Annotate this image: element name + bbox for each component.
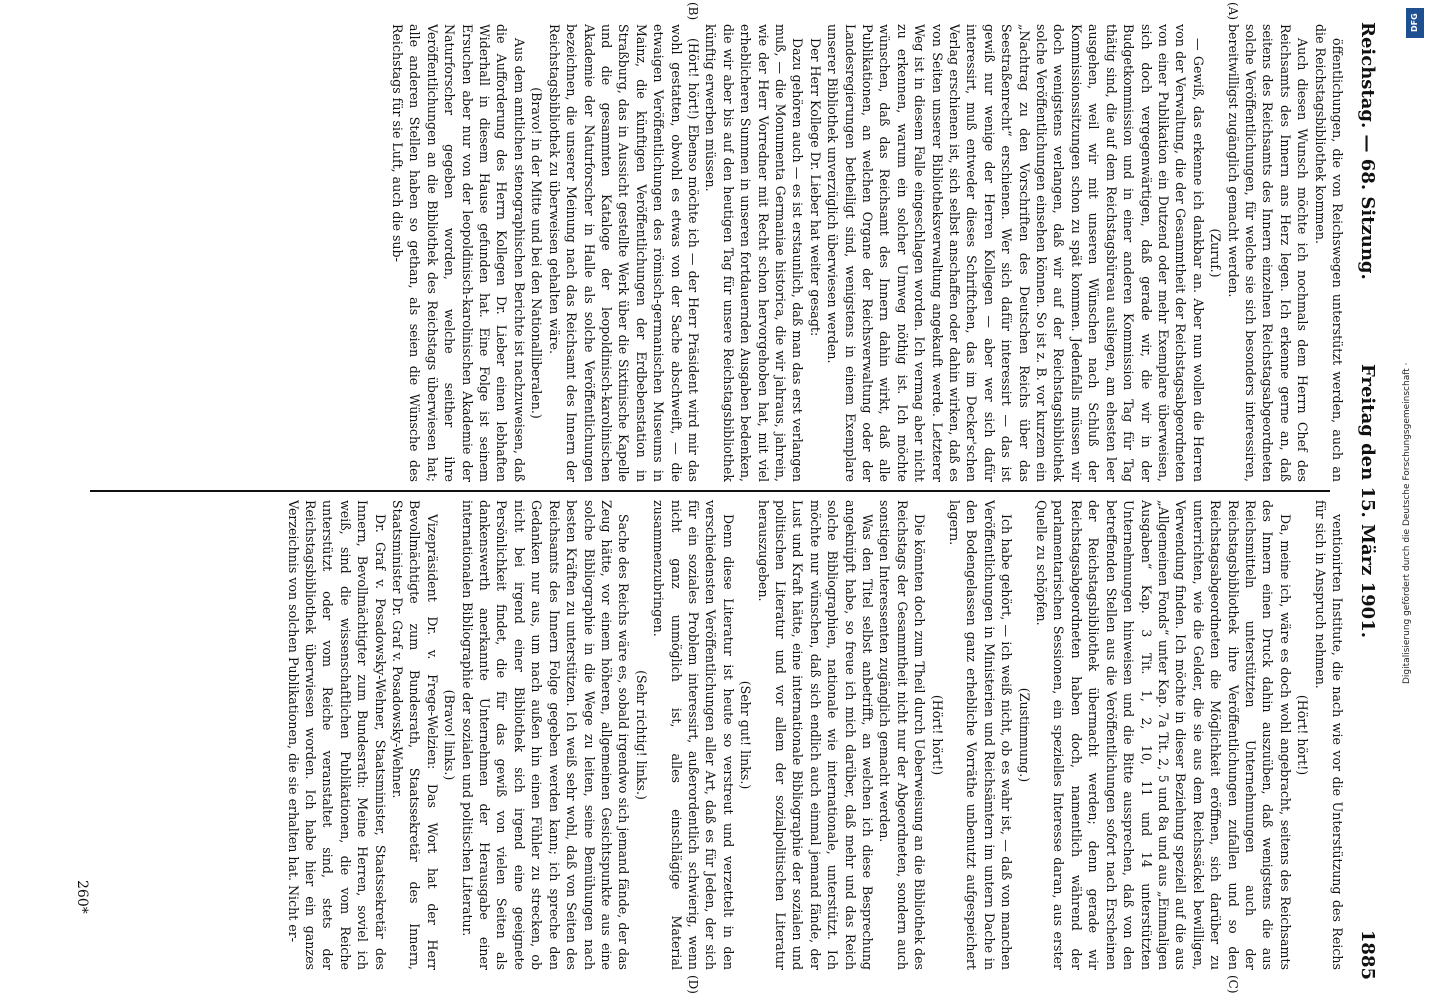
digitization-note: Digitalisierung gefördert durch die Deutsche Forschungsgemeinschaft · — [1402, 362, 1412, 684]
paragraph: Auch diesen Wunsch möchte ich nochmals dem Herrn Chef des Reichsamts des Innern ans Herz legen. Ich erkenne gerne an, daß seitens des Reichsamts des Innern einzelnen Reichstagsabgeordneten solche Veröffentlichungen, für welche sie sich besonders interessiren, bereitwilligst zugänglich gemacht werden. — [1225, 24, 1311, 482]
paragraph: Ich habe gehört, — ich weiß nicht, ob es wahr ist, — daß von manchen Veröffentlichungen in Ministerien und Reichsämtern im untern Dache in den Bodengelassen ganz erhebliche Vorräthe unbenutzt aufgespeichert lagern. — [947, 500, 1015, 970]
paragraph: Da, meine ich, wäre es doch wohl angebracht, seitens des Reichsamts des Innern einen Druck dahin auszuüben, daß wenigstens die aus Reichsmitteln unterstützten Unternehmungen auch der Reichstagsbibliothek ihre Veröffentlichungen zufallen und so den Reichstagsabgeordneten die Möglichkeit eröffnen, sich darüber zu unterrichten, wie die Gelder, die sie aus dem Reichssäckel bewilligen, Verwendung finden. Ich möchte in dieser Beziehung speziell auf die aus „Allgemeinen Fonds“ unter Kap. 7a Tit. 2, 5 und 8a und aus „Einmaligen Ausgaben“ Kap. 3 Tit. 1, 2, 10, 11 und 14 unterstützten Unternehmungen hinweisen und die Bitte aussprechen, daß von den betreffenden Stellen aus die Veröffentlichungen sofort nach Erscheinen der Reichstagsbibliothek übermacht werden; denn gerade wir Reichstagsabgeordneten haben doch, namentlich während der parlamentarischen Sessionen, ein spezielles Interesse daran, aus erster Quelle zu schöpfen. — [1034, 500, 1293, 970]
header-date: Freitag den 15. März 1901. — [1357, 364, 1378, 638]
paragraph: Der Herr Kollege Dr. Lieber hat weiter gesagt: — [807, 38, 823, 337]
interjection: (Zuruf.) — [1208, 228, 1224, 278]
left-column — [76, 24, 1346, 482]
paragraph: (Hört! hört!) Ebenso möchte ich — der Herr Präsident wird mir das wohl gestatten, obwohl es etwas von der Sache abschweift, — die etwaigen Veröffentlichungen des römisch-germanischen Museums in Mainz, die künftigen Veröffentlichungen der Erdbebenstation in Straßburg, das in Aussicht gestellte Werk über die Sixtinische Kapelle und die gesammten Kataloge der leopoldinisch-karolinischen Akademie der Naturforscher in Halle als solche Veröffentlichungen bezeichnen, die unserer Meinung nach das Reichsamt des Innern der Reichstagsbibliothek zu überweisen gehalten wäre. — [546, 24, 701, 482]
page-header — [1350, 22, 1382, 980]
column-divider — [90, 490, 1330, 492]
margin-mark-c: (C) — [1226, 975, 1240, 994]
speaker-paragraph: Vizepräsident Dr. v. Frege-Welzien: Das Wort hat der Herr Bevollmächtigte zum Bundesrath, Staatssekretär des Innern, Staatsminister Dr. Graf v. Posadowsky-Wehner. — [390, 500, 440, 970]
paragraph: Die könnten doch zum Theil durch Ueberweisung an die Bibliothek des Reichstags der Gesammtheit nicht nur der Abgeordneten, sondern auch sonstigen Interessenten zugänglich gemacht werden. — [877, 500, 928, 970]
speaker-paragraph: Dr. Graf v. Posadowsky-Wehner, Staatsminister, Staatssekretär des Innern, Bevollmächtigter zum Bundesrath: Meine Herren, soviel ich weiß, sind die wissenschaftlichen Publikationen, die vom Reiche unterstützt oder vom Reiche veranstaltet sind, stets der Reichstagsbibliothek überwiesen worden. Ich habe hier ein ganzes Verzeichnis von solchen Publikationen, die sie erhalten hat. Nicht er- — [285, 500, 388, 970]
right-column — [76, 500, 1346, 970]
interjection: (Hört! hört!) — [1295, 694, 1311, 776]
paragraph: Aus dem amtlichen stenographischen Berichte ist nachzuweisen, daß die Aufforderung des Herrn Kollegen Dr. Lieber einen lebhaften Widerhall in diesem Hause gefunden hat. Eine Folge ist seinem Ersuchen aber nur von der leopoldinisch-karolinischen Akademie der Naturforscher gegeben worden, welche seither ihre Veröffentlichungen an die Bibliothek des Reichstags überwiesen hat; alle anderen Stellen haben so gethan, als seien die Wünsche des Reichstags für sie Luft, auch die sub- — [390, 24, 527, 482]
margin-mark-a: (A) — [1226, 2, 1240, 21]
paragraph: Sache des Reichs wäre es, sobald irgendwo sich jemand fände, der das Zeug hätte, vor einem höheren, allgemeinen Gesichtspunkte aus eine solche Bibliographie in die Wege zu leiten, seine Bemühungen nach besten Kräften zu unterstützen. Ich weiß sehr wohl, daß von Seiten des Reichsamts des Innern Folge gegeben werden kann; ich spreche den Gedanken nur aus, um nach außen hin einen Fühler zu strecken, ob nicht bei irgend einer Bibliothek sich irgend eine geeignete Persönlichkeit findet, die für das gewiß von vielen Seiten als dankenswerth anerkannte Unternehmen der Herausgabe einer internationalen Bibliographie der sozialen und politischen Literatur. — [459, 500, 632, 970]
paragraph: öffentlichungen, die von Reichswegen unterstützt werden, auch an die Reichstagsbibliothek kommen. — [1312, 24, 1345, 482]
interjection: (Sehr richtig! links.) — [633, 670, 649, 800]
page-mark: 260* — [74, 880, 90, 914]
paragraph: Was den Titel selbst anbetrifft, an welchen ich diese Besprechung angeknüpft habe, so freue ich mich darüber, daß mehr und das Reich solche Bibliographien, nationale wie internationale, unterstützt. Ich möchte nur wünschen, daß sich endlich auch einmal jemand fände, der Lust und Kraft hätte, eine internationale Bibliographie der sozialen und politischen Literatur und vor allem der sozialpolitischen Literatur herauszugeben. — [755, 500, 876, 970]
digitization-sidebar — [1398, 0, 1434, 1000]
paragraph: Denn diese Literatur ist heute so verstreut und verzettelt in den verschiedensten Veröffentlichungen aller Art, daß es für Jeden, der sich für ein soziales Problem interessirt, außerordentlich schwierig, wenn nicht ganz unmöglich ist, alles einschlägige Material zusammenzubringen. — [651, 500, 736, 970]
paragraph: — Gewiß, das erkenne ich dankbar an. Aber nun wollen die Herren von der Verwaltung, die der Gesammtheit der Reichstagsabgeordneten von einer Publikation ein Dutzend oder mehr Exemplare überweisen, sich doch vergegenwärtigen, daß gerade wir, die wir in der Budgetkommission und in einer anderen Kommission Tag für Tag thätig sind, die auf dem Reichstagsbüreau ausliegen, am ehesten leer ausgehen, weil wir mit unseren Wünschen nach Schluß der Kommissionssitzungen schon zu spät kommen. Jedenfalls müssen wir doch wenigstens verlangen, daß wir auf der Reichstagsbibliothek solche Veröffentlichungen einsehen können. So ist z. B. vor kurzem ein „Nachtrag zu den Vorschriften des Deutschen Reichs über das Seestraßenrecht“ erschienen. Wer sich dafür interessirt — das ist gewiß nur wenige der Herren Kollegen — aber wer sich dafür interessirt, muß entweder dieses Schriftchen, das im Decker'schen Verlag erschienen ist, sich selbst anschaffen oder dahin wirken, daß es von Seiten unserer Bibliotheksverwaltung angekauft werde. Letzterer Weg ist in diesem Falle eingeschlagen worden. Ich vermag aber nicht zu erkennen, warum ein solcher Umweg nöthig ist. Ich möchte wünschen, daß das Reichsamt des Innern dahin wirkt, daß alle Publikationen, an welchen Organe der Reichsverwaltung oder der Landesregierungen betheiligt sind, wenigstens in einem Exemplare unserer Bibliothek unverzüglich überwiesen werden. — [825, 24, 1206, 482]
margin-mark-d: (D) — [686, 975, 700, 994]
dfg-logo: DFG — [1406, 8, 1424, 38]
margin-mark-b: (B) — [686, 2, 700, 21]
quotation: Dazu gehören auch — es ist erstaunlich, daß man das erst verlangen muß, — die Monumenta Germaniae historica, die wir jahraus, jahrein, wie der Herr Vorredner mit Recht schon hervorgehoben hat, mit viel erheblicheren Summen in unseren fortdauernden Ausgaben bedenken, die wir aber bis auf den heutigen Tag für unsere Reichstagsbibliothek künftig erwerben müssen. — [703, 24, 806, 482]
interjection: (Bravo! in der Mitte und bei den Nationalliberalen.) — [529, 87, 545, 419]
header-page-number: 1885 — [1357, 929, 1378, 980]
interjection: (Hört! hört!) — [929, 694, 945, 776]
interjection: (Sehr gut! links.) — [738, 680, 754, 790]
paragraph: ventionirten Institute, die nach wie vor die Unterstützung des Reichs für sich in Anspruch nehmen. — [1312, 500, 1345, 970]
header-session: Reichstag. — 68. Sitzung. — [1357, 22, 1378, 280]
interjection: (Zustimmung.) — [1016, 687, 1032, 783]
interjection: (Bravo! links.) — [442, 689, 458, 781]
rotated-page-content — [60, 0, 1390, 1000]
